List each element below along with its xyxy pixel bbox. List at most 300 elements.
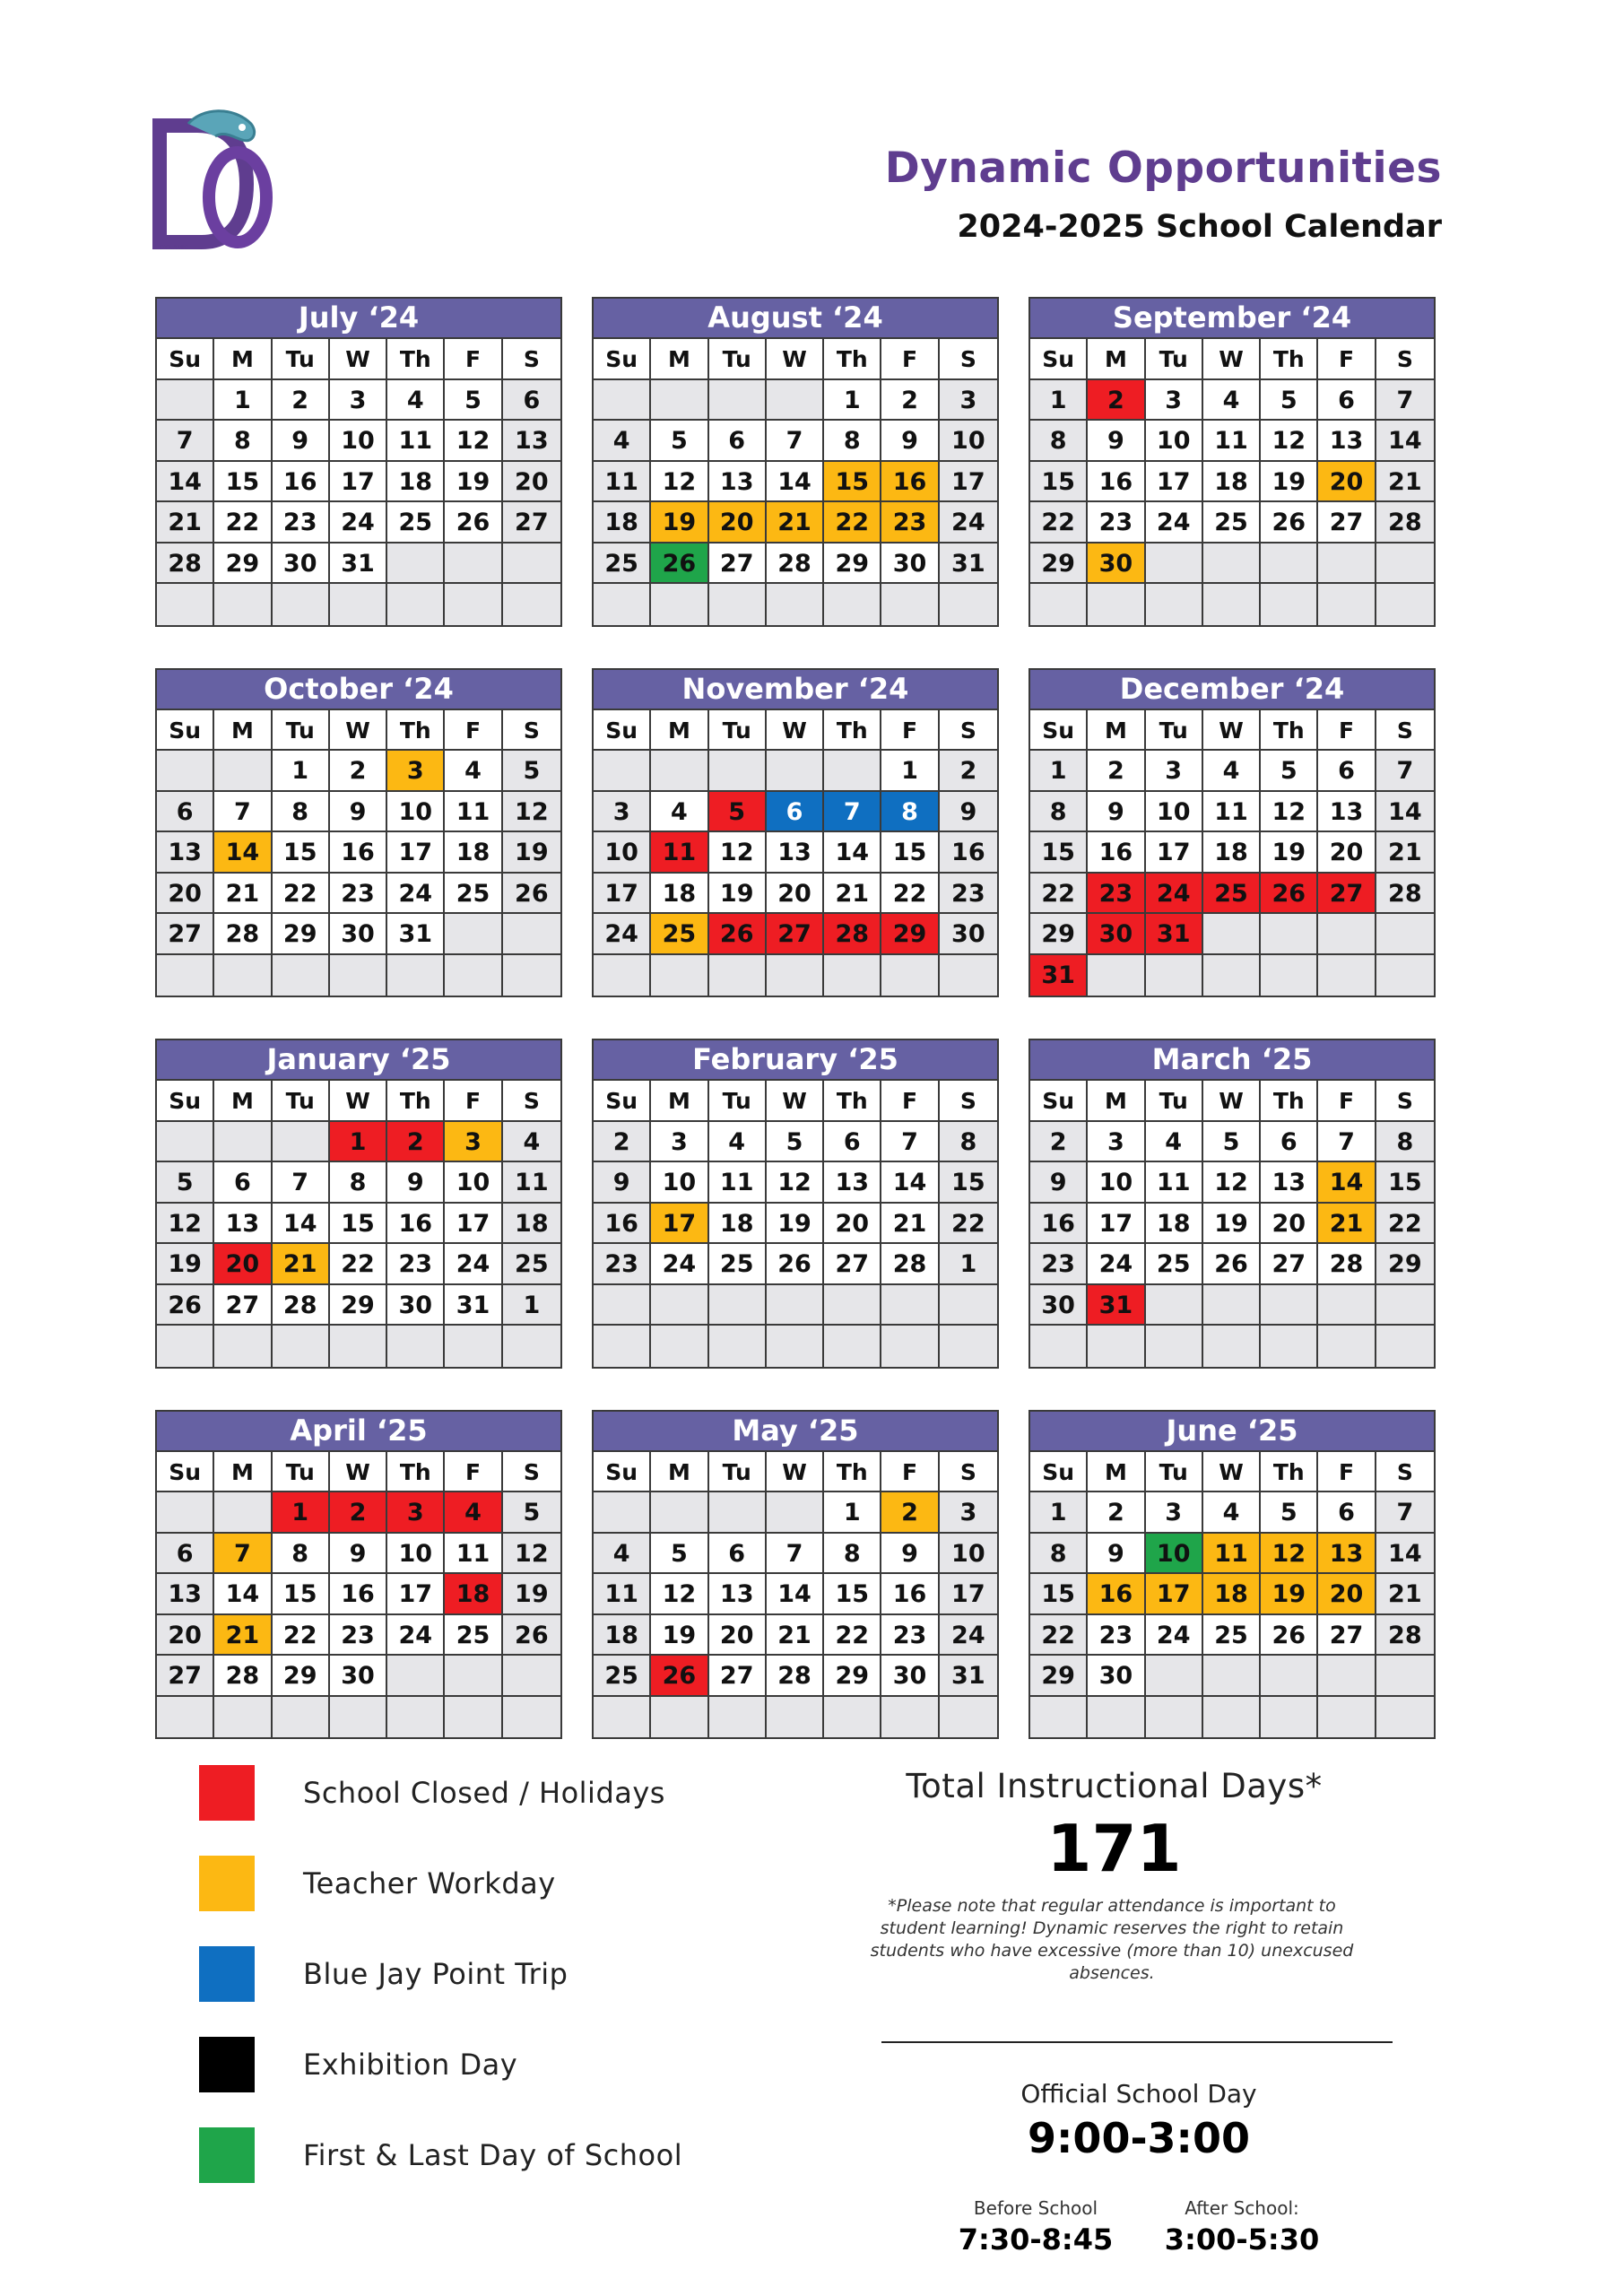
weekday-header: F [1318,710,1376,752]
weekday-header: M [651,710,708,752]
calendar-day: 19 [1261,832,1318,874]
calendar-day: 4 [651,792,708,833]
calendar-day: 4 [709,1122,767,1163]
weekday-header: S [1376,339,1434,380]
calendar-day [1318,914,1376,955]
calendar-day [273,1122,330,1163]
calendar-day: 7 [1318,1122,1376,1163]
calendar-day [1318,1656,1376,1697]
calendar-day [1088,584,1145,625]
calendar-day [157,1326,214,1367]
weekday-header: Tu [273,1081,330,1122]
calendar-day: 1 [940,1244,997,1285]
calendar-day: 14 [824,832,881,874]
month-calendar [592,668,999,998]
calendar-day: 20 [503,462,560,503]
weekday-header: S [503,710,560,752]
weekday-header: F [445,710,502,752]
calendar-day: 18 [387,462,445,503]
calendar-day: 2 [594,1122,651,1163]
weekday-header: F [881,710,939,752]
calendar-day: 14 [767,462,824,503]
calendar-day: 24 [387,874,445,915]
calendar-day: 25 [594,1656,651,1697]
calendar-day: 20 [1261,1204,1318,1245]
calendar-day [1088,955,1145,996]
calendar-day [1261,914,1318,955]
calendar-day-red: 4 [445,1492,502,1534]
calendar-day: 15 [1030,1574,1088,1615]
calendar-day-red: 26 [651,1656,708,1697]
month-grid [157,710,560,996]
calendar-day [214,1122,272,1163]
calendar-day [214,955,272,996]
calendar-day: 5 [503,1492,560,1534]
calendar-day: 27 [503,502,560,544]
calendar-day: 1 [214,380,272,422]
calendar-day-red: 31 [1030,955,1088,996]
calendar-day: 4 [1203,751,1261,792]
weekday-header: S [1376,710,1434,752]
after-school-label: After School: [1185,2197,1299,2219]
calendar-day: 26 [445,502,502,544]
calendar-day: 1 [503,1285,560,1326]
calendar-day: 27 [1318,502,1376,544]
calendar-day: 15 [214,462,272,503]
calendar-day: 28 [157,544,214,585]
calendar-day [157,584,214,625]
weekday-header: Tu [1146,1452,1203,1493]
calendar-day [273,1697,330,1738]
calendar-day: 17 [330,462,387,503]
calendar-day [503,1326,560,1367]
calendar-day [767,584,824,625]
month-title: March ‘25 [1030,1040,1434,1081]
calendar-day [1318,544,1376,585]
calendar-day: 25 [503,1244,560,1285]
calendar-day-yellow: 14 [1318,1162,1376,1204]
calendar-day: 29 [1030,544,1088,585]
calendar-day [881,584,939,625]
calendar-day: 18 [1203,832,1261,874]
weekday-header: W [767,710,824,752]
calendar-day: 26 [1261,1615,1318,1657]
weekday-header: Su [157,339,214,380]
calendar-day [1261,955,1318,996]
calendar-day: 24 [594,914,651,955]
calendar-day-red: 30 [1088,914,1145,955]
calendar-day [503,955,560,996]
weekday-header: M [651,1452,708,1493]
calendar-day [445,1326,502,1367]
calendar-day [1376,544,1434,585]
official-day-label: Official School Day [1020,2079,1257,2109]
calendar-day-yellow: 21 [767,502,824,544]
weekday-header: W [767,1081,824,1122]
calendar-day [445,584,502,625]
calendar-day [881,1285,939,1326]
calendar-day: 22 [273,1615,330,1657]
calendar-day [594,955,651,996]
calendar-day: 22 [214,502,272,544]
calendar-day [881,955,939,996]
calendar-day: 9 [881,1534,939,1575]
weekday-header: Th [387,710,445,752]
calendar-day [651,380,708,422]
calendar-day-red: 2 [387,1122,445,1163]
month-calendar [592,297,999,627]
calendar-day: 17 [387,832,445,874]
calendar-day: 4 [1146,1122,1203,1163]
calendar-day: 24 [940,1615,997,1657]
calendar-day: 23 [594,1244,651,1285]
months-grid [155,297,1436,1739]
calendar-day [709,1326,767,1367]
calendar-day: 24 [1146,1615,1203,1657]
calendar-day: 16 [881,1574,939,1615]
calendar-day: 16 [1088,832,1145,874]
calendar-day: 15 [940,1162,997,1204]
calendar-day: 10 [1146,421,1203,462]
calendar-day-yellow: 19 [651,502,708,544]
calendar-day [824,1285,881,1326]
weekday-header: Th [824,1081,881,1122]
logo [152,108,278,256]
calendar-day [824,584,881,625]
calendar-day: 2 [940,751,997,792]
calendar-day: 8 [273,1534,330,1575]
calendar-day: 4 [1203,380,1261,422]
calendar-day: 23 [940,874,997,915]
month-calendar [592,1039,999,1369]
weekday-header: S [940,1452,997,1493]
calendar-day: 31 [330,544,387,585]
calendar-day-red: 31 [1088,1285,1145,1326]
calendar-day: 7 [1376,751,1434,792]
weekday-header: W [330,710,387,752]
calendar-day: 29 [1376,1244,1434,1285]
calendar-day-red: 1 [273,1492,330,1534]
calendar-day-yellow: 16 [1088,1574,1145,1615]
calendar-day: 4 [387,380,445,422]
weekday-header: Su [157,1452,214,1493]
calendar-day-yellow: 7 [214,1534,272,1575]
calendar-day: 1 [824,1492,881,1534]
calendar-day-yellow: 12 [1261,1534,1318,1575]
calendar-day [387,1656,445,1697]
calendar-day: 13 [503,421,560,462]
calendar-day [767,955,824,996]
calendar-day-yellow: 2 [881,1492,939,1534]
calendar-day [1376,1656,1434,1697]
month-calendar [155,668,562,998]
calendar-day: 16 [273,462,330,503]
calendar-day: 6 [157,1534,214,1575]
calendar-day [709,751,767,792]
calendar-day: 25 [709,1244,767,1285]
calendar-day [1318,1697,1376,1738]
calendar-day: 11 [503,1162,560,1204]
calendar-day [503,914,560,955]
before-school-label: Before School [973,2197,1098,2219]
calendar-day-yellow: 23 [881,502,939,544]
calendar-day: 18 [594,502,651,544]
calendar-day: 5 [1261,380,1318,422]
stats-panel [870,1767,1390,1985]
calendar-day [1318,955,1376,996]
month-title: May ‘25 [594,1412,997,1452]
calendar-day: 20 [157,874,214,915]
calendar-day: 17 [594,874,651,915]
calendar-day [1146,1697,1203,1738]
calendar-day: 20 [709,1615,767,1657]
calendar-day: 14 [1376,1534,1434,1575]
weekday-header: Su [594,1081,651,1122]
month-calendar [1028,668,1436,998]
calendar-day: 4 [503,1122,560,1163]
calendar-day: 18 [1203,462,1261,503]
calendar-day: 14 [767,1574,824,1615]
calendar-day [767,380,824,422]
calendar-day: 22 [881,874,939,915]
weekday-header: Tu [273,339,330,380]
calendar-day-yellow: 19 [1261,1574,1318,1615]
weekday-header: F [1318,1452,1376,1493]
calendar-day [1203,914,1261,955]
calendar-day [1261,1656,1318,1697]
calendar-day: 16 [594,1204,651,1245]
calendar-day [767,1285,824,1326]
calendar-day: 25 [1203,502,1261,544]
weekday-header: S [940,1081,997,1122]
calendar-day [1376,1285,1434,1326]
calendar-day [1203,955,1261,996]
calendar-day: 10 [1088,1162,1145,1204]
calendar-day [330,1697,387,1738]
calendar-day: 7 [157,421,214,462]
calendar-day: 22 [1030,874,1088,915]
calendar-day-green: 10 [1146,1534,1203,1575]
calendar-day-red: 18 [445,1574,502,1615]
calendar-day: 17 [1088,1204,1145,1245]
calendar-day: 15 [824,1574,881,1615]
calendar-day [1376,584,1434,625]
calendar-day: 6 [503,380,560,422]
calendar-day: 28 [1318,1244,1376,1285]
calendar-day: 24 [330,502,387,544]
calendar-day: 12 [767,1162,824,1204]
month-calendar [1028,1039,1436,1369]
calendar-day: 18 [651,874,708,915]
month-grid [157,339,560,625]
weekday-header: Tu [709,710,767,752]
calendar-day [881,1326,939,1367]
calendar-day: 26 [503,874,560,915]
weekday-header: Su [1030,339,1088,380]
calendar-day-yellow: 13 [1318,1534,1376,1575]
calendar-day: 7 [767,1534,824,1575]
calendar-day: 23 [330,874,387,915]
month-grid [594,1081,997,1367]
calendar-day: 25 [445,1615,502,1657]
calendar-day [157,955,214,996]
calendar-day-red: 5 [709,792,767,833]
calendar-day: 31 [445,1285,502,1326]
calendar-day: 26 [157,1285,214,1326]
weekday-header: Su [594,710,651,752]
calendar-day: 26 [1261,502,1318,544]
calendar-day: 9 [594,1162,651,1204]
weekday-header: Th [387,1081,445,1122]
calendar-day-yellow: 3 [445,1122,502,1163]
calendar-day-red: 27 [767,914,824,955]
calendar-day-green: 26 [651,544,708,585]
calendar-day: 22 [330,1244,387,1285]
calendar-day: 18 [709,1204,767,1245]
weekday-header: W [330,339,387,380]
calendar-day [1318,584,1376,625]
before-school [950,2197,1121,2257]
calendar-day: 30 [1030,1285,1088,1326]
calendar-day: 10 [651,1162,708,1204]
calendar-day: 11 [594,462,651,503]
calendar-day: 3 [651,1122,708,1163]
weekday-header: F [881,1452,939,1493]
calendar-day: 21 [767,1615,824,1657]
calendar-day [1376,1697,1434,1738]
weekday-header: Su [594,339,651,380]
calendar-day [824,751,881,792]
before-school-value: 7:30-8:45 [958,2222,1114,2257]
calendar-day: 23 [1088,502,1145,544]
calendar-day [387,1697,445,1738]
calendar-day: 14 [1376,792,1434,833]
calendar-day: 27 [1261,1244,1318,1285]
calendar-day: 9 [881,421,939,462]
calendar-day: 28 [273,1285,330,1326]
month-calendar [1028,297,1436,627]
legend-swatch-green [199,2127,255,2183]
calendar-day: 7 [273,1162,330,1204]
legend-swatch-yellow [199,1856,255,1911]
weekday-header: Th [824,1452,881,1493]
calendar-day: 17 [940,1574,997,1615]
calendar-day [157,1697,214,1738]
weekday-header: M [214,1081,272,1122]
weekday-header: Su [157,1081,214,1122]
month-title: June ‘25 [1030,1412,1434,1452]
calendar-day [1203,544,1261,585]
calendar-day: 9 [1088,792,1145,833]
calendar-day-yellow: 30 [1088,544,1145,585]
weekday-header: F [445,1081,502,1122]
calendar-day: 8 [1030,1534,1088,1575]
calendar-day [387,584,445,625]
calendar-day-yellow: 18 [1203,1574,1261,1615]
calendar-day-yellow: 21 [273,1244,330,1285]
calendar-day: 2 [273,380,330,422]
calendar-day: 11 [1203,421,1261,462]
calendar-day: 14 [1376,421,1434,462]
weekday-header: Th [824,710,881,752]
calendar-day: 28 [1376,1615,1434,1657]
calendar-day [824,1697,881,1738]
calendar-day: 4 [445,751,502,792]
calendar-day: 20 [1318,832,1376,874]
calendar-day: 16 [387,1204,445,1245]
calendar-day: 30 [330,914,387,955]
weekday-header: M [1088,1452,1145,1493]
calendar-day: 19 [651,1615,708,1657]
calendar-day: 9 [387,1162,445,1204]
calendar-day [1318,1326,1376,1367]
calendar-day: 29 [273,1656,330,1697]
calendar-day [1146,955,1203,996]
weekday-header: M [214,339,272,380]
calendar-day: 4 [1203,1492,1261,1534]
calendar-day: 10 [330,421,387,462]
weekday-header: S [1376,1081,1434,1122]
calendar-day: 13 [767,832,824,874]
calendar-day: 5 [1261,1492,1318,1534]
calendar-day: 23 [881,1615,939,1657]
calendar-day [1146,1656,1203,1697]
weekday-header: F [1318,1081,1376,1122]
calendar-day [651,1697,708,1738]
calendar-day [1376,914,1434,955]
calendar-day [1203,1697,1261,1738]
month-grid [594,1452,997,1738]
calendar-title: 2024-2025 School Calendar [957,209,1442,245]
calendar-day: 21 [157,502,214,544]
calendar-day: 12 [651,462,708,503]
calendar-day: 27 [214,1285,272,1326]
month-grid [1030,710,1434,996]
calendar-day: 28 [214,914,272,955]
calendar-day: 2 [1030,1122,1088,1163]
calendar-day [651,1326,708,1367]
calendar-day: 13 [157,1574,214,1615]
calendar-day: 22 [940,1204,997,1245]
calendar-day: 16 [330,1574,387,1615]
calendar-day [157,1122,214,1163]
weekday-header: F [881,1081,939,1122]
calendar-day: 14 [881,1162,939,1204]
calendar-day: 7 [1376,380,1434,422]
calendar-day: 9 [1088,1534,1145,1575]
calendar-day: 14 [273,1204,330,1245]
calendar-day: 25 [387,502,445,544]
calendar-day: 24 [445,1244,502,1285]
calendar-day: 30 [940,914,997,955]
legend-label: Exhibition Day [303,2048,518,2082]
calendar-day [445,1697,502,1738]
calendar-day: 5 [1203,1122,1261,1163]
calendar-day: 13 [709,1574,767,1615]
calendar-day: 28 [881,1244,939,1285]
calendar-day [767,1326,824,1367]
calendar-day [651,955,708,996]
calendar-day: 20 [767,874,824,915]
calendar-day: 11 [445,1534,502,1575]
calendar-day: 29 [824,544,881,585]
calendar-day: 19 [767,1204,824,1245]
weekday-header: Tu [1146,1081,1203,1122]
calendar-day [157,751,214,792]
month-title: April ‘25 [157,1412,560,1452]
calendar-day [387,955,445,996]
calendar-day: 19 [709,874,767,915]
